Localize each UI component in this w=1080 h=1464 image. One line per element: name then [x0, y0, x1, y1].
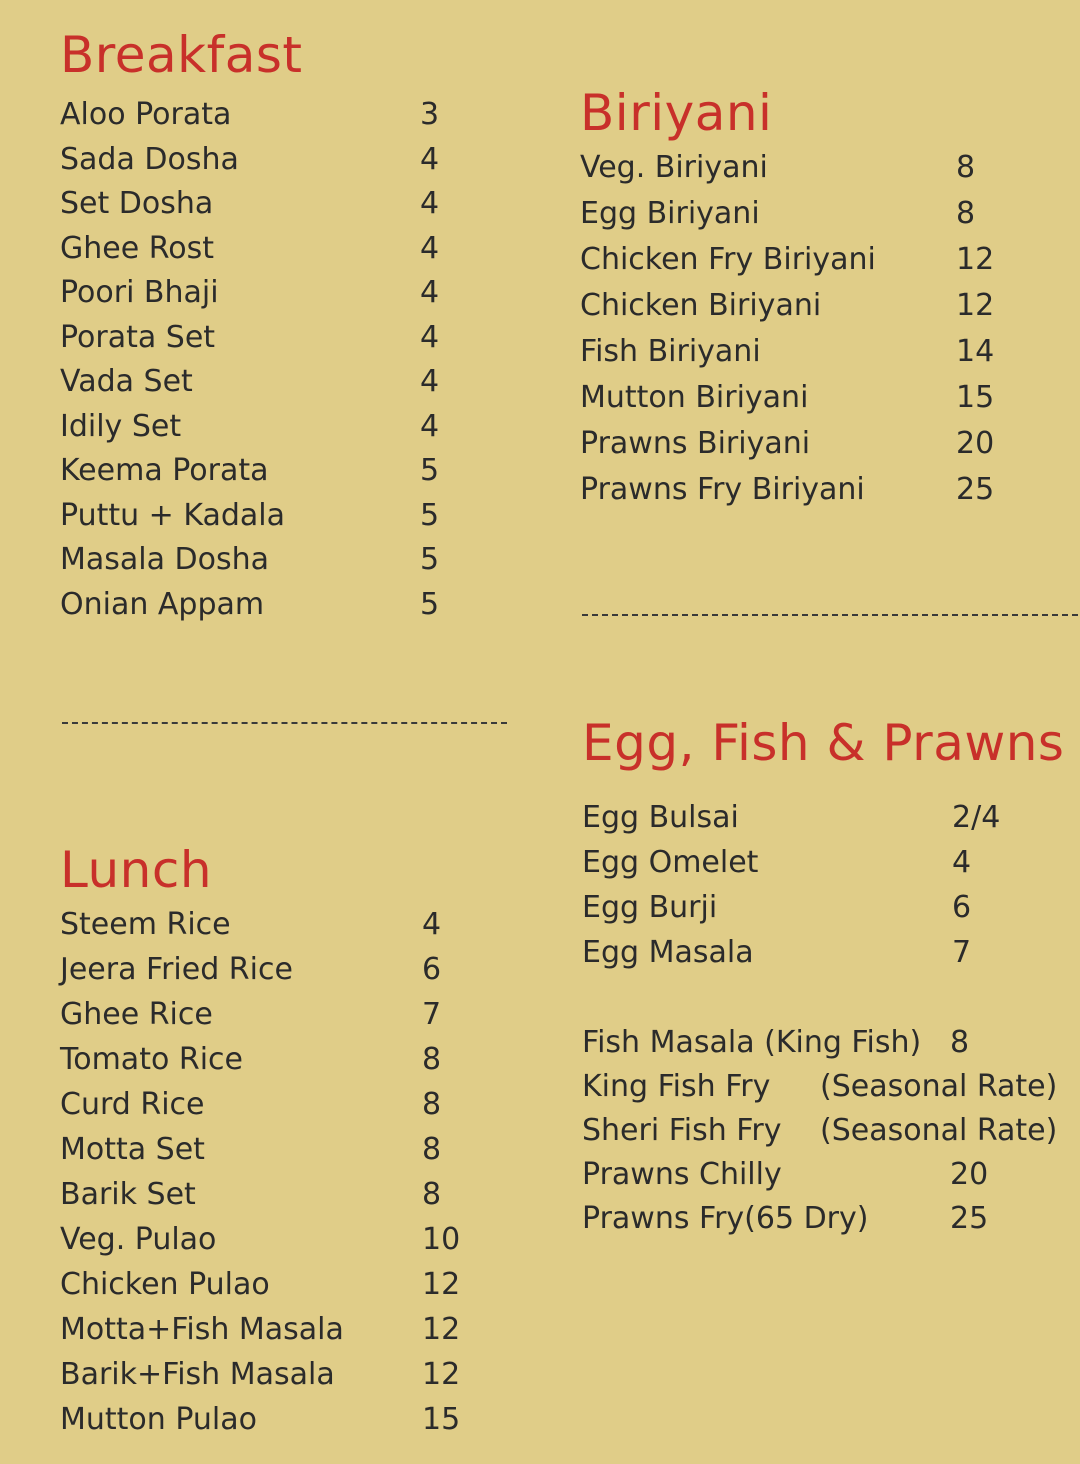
item-price: 4 — [420, 186, 440, 221]
item-name: Sheri Fish Fry — [582, 1113, 782, 1148]
item-name: Onian Appam — [60, 586, 265, 622]
item-name: Veg. Pulao — [60, 1222, 217, 1257]
item-name: Sada Dosha — [60, 141, 239, 177]
item-price: 4 — [420, 141, 440, 177]
item-price: 15 — [956, 380, 995, 415]
item-price: 5 — [420, 542, 440, 577]
item-name: Fish Biriyani — [580, 334, 761, 369]
item-price: 5 — [420, 497, 440, 533]
breakfast-title: Breakfast — [60, 26, 303, 84]
item-name: King Fish Fry — [582, 1069, 771, 1104]
item-price: 12 — [422, 1357, 461, 1392]
item-name: Veg. Biriyani — [580, 150, 768, 185]
item-price: (Seasonal Rate) — [820, 1069, 1058, 1104]
item-name: Motta Set — [60, 1132, 205, 1167]
lunch-section — [60, 841, 500, 1437]
egg-fish-prawns-section — [582, 714, 1072, 1236]
item-name: Prawns Fry Biriyani — [580, 472, 865, 507]
item-price: 12 — [422, 1312, 461, 1347]
item-price: (Seasonal Rate) — [820, 1113, 1058, 1148]
item-price: 12 — [422, 1267, 461, 1302]
item-price: 7 — [952, 935, 972, 970]
biriyani-section — [580, 84, 1060, 507]
item-name: Prawns Fry(65 Dry) — [582, 1201, 869, 1236]
item-price: 20 — [956, 426, 995, 461]
item-price: 6 — [952, 890, 972, 925]
item-price: 4 — [420, 275, 440, 310]
item-name: Mutton Pulao — [60, 1402, 257, 1437]
lunch-title: Lunch — [60, 841, 213, 899]
item-name: Idily Set — [60, 408, 182, 444]
item-price: 3 — [420, 97, 440, 132]
item-name: Egg Biriyani — [580, 196, 760, 231]
item-name: Fish Masala (King Fish) — [582, 1025, 922, 1060]
item-price: 4 — [420, 230, 440, 266]
divider — [62, 722, 507, 724]
item-price: 15 — [422, 1402, 461, 1437]
item-price: 8 — [422, 1042, 442, 1077]
item-name: Mutton Biriyani — [580, 380, 809, 415]
egg-fish-prawns-title: Egg, Fish & Prawns — [582, 714, 1065, 772]
item-price: 6 — [422, 952, 442, 987]
item-price: 8 — [422, 1177, 442, 1212]
item-name: Prawns Chilly — [582, 1157, 782, 1192]
item-name: Jeera Fried Rice — [60, 952, 293, 987]
item-name: Egg Omelet — [582, 845, 759, 880]
item-name: Porata Set — [60, 319, 216, 355]
item-name: Vada Set — [60, 364, 193, 399]
item-name: Poori Bhaji — [60, 275, 219, 310]
item-name: Egg Bulsai — [582, 800, 739, 835]
item-name: Chicken Fry Biriyani — [580, 242, 876, 277]
item-name: Puttu + Kadala — [60, 497, 285, 533]
item-price: 10 — [422, 1222, 461, 1257]
item-name: Ghee Rice — [60, 997, 213, 1032]
item-price: 8 — [950, 1025, 970, 1060]
item-name: Barik Set — [60, 1177, 196, 1212]
item-price: 20 — [950, 1157, 989, 1192]
item-price: 4 — [420, 364, 440, 399]
item-price: 4 — [422, 907, 442, 942]
item-price: 2/4 — [952, 800, 1001, 835]
item-price: 12 — [956, 288, 995, 323]
item-name: Prawns Biriyani — [580, 426, 811, 461]
item-price: 4 — [420, 408, 440, 444]
item-price: 8 — [422, 1087, 442, 1122]
breakfast-section — [60, 26, 500, 622]
item-price: 7 — [422, 997, 442, 1032]
item-price: 4 — [420, 319, 440, 355]
item-name: Masala Dosha — [60, 542, 270, 577]
item-name: Tomato Rice — [60, 1042, 243, 1077]
item-name: Set Dosha — [60, 186, 214, 221]
item-name: Steem Rice — [60, 907, 231, 942]
item-name: Motta+Fish Masala — [60, 1312, 344, 1347]
item-price: 8 — [956, 150, 976, 185]
item-name: Aloo Porata — [60, 97, 232, 132]
item-name: Chicken Pulao — [60, 1267, 270, 1302]
item-price: 5 — [420, 453, 440, 488]
item-price: 25 — [950, 1201, 989, 1236]
item-price: 8 — [956, 196, 976, 231]
item-price: 14 — [956, 334, 995, 369]
item-price: 4 — [952, 845, 972, 880]
item-name: Barik+Fish Masala — [60, 1357, 335, 1392]
item-name: Chicken Biriyani — [580, 288, 822, 323]
biriyani-title: Biriyani — [580, 84, 773, 142]
item-price: 5 — [420, 586, 440, 622]
item-name: Curd Rice — [60, 1087, 205, 1122]
item-price: 8 — [422, 1132, 442, 1167]
item-price: 25 — [956, 472, 995, 507]
item-name: Keema Porata — [60, 453, 269, 488]
item-name: Egg Burji — [582, 890, 718, 925]
item-price: 12 — [956, 242, 995, 277]
item-name: Ghee Rost — [60, 230, 214, 266]
divider — [582, 614, 1078, 616]
item-name: Egg Masala — [582, 935, 754, 970]
